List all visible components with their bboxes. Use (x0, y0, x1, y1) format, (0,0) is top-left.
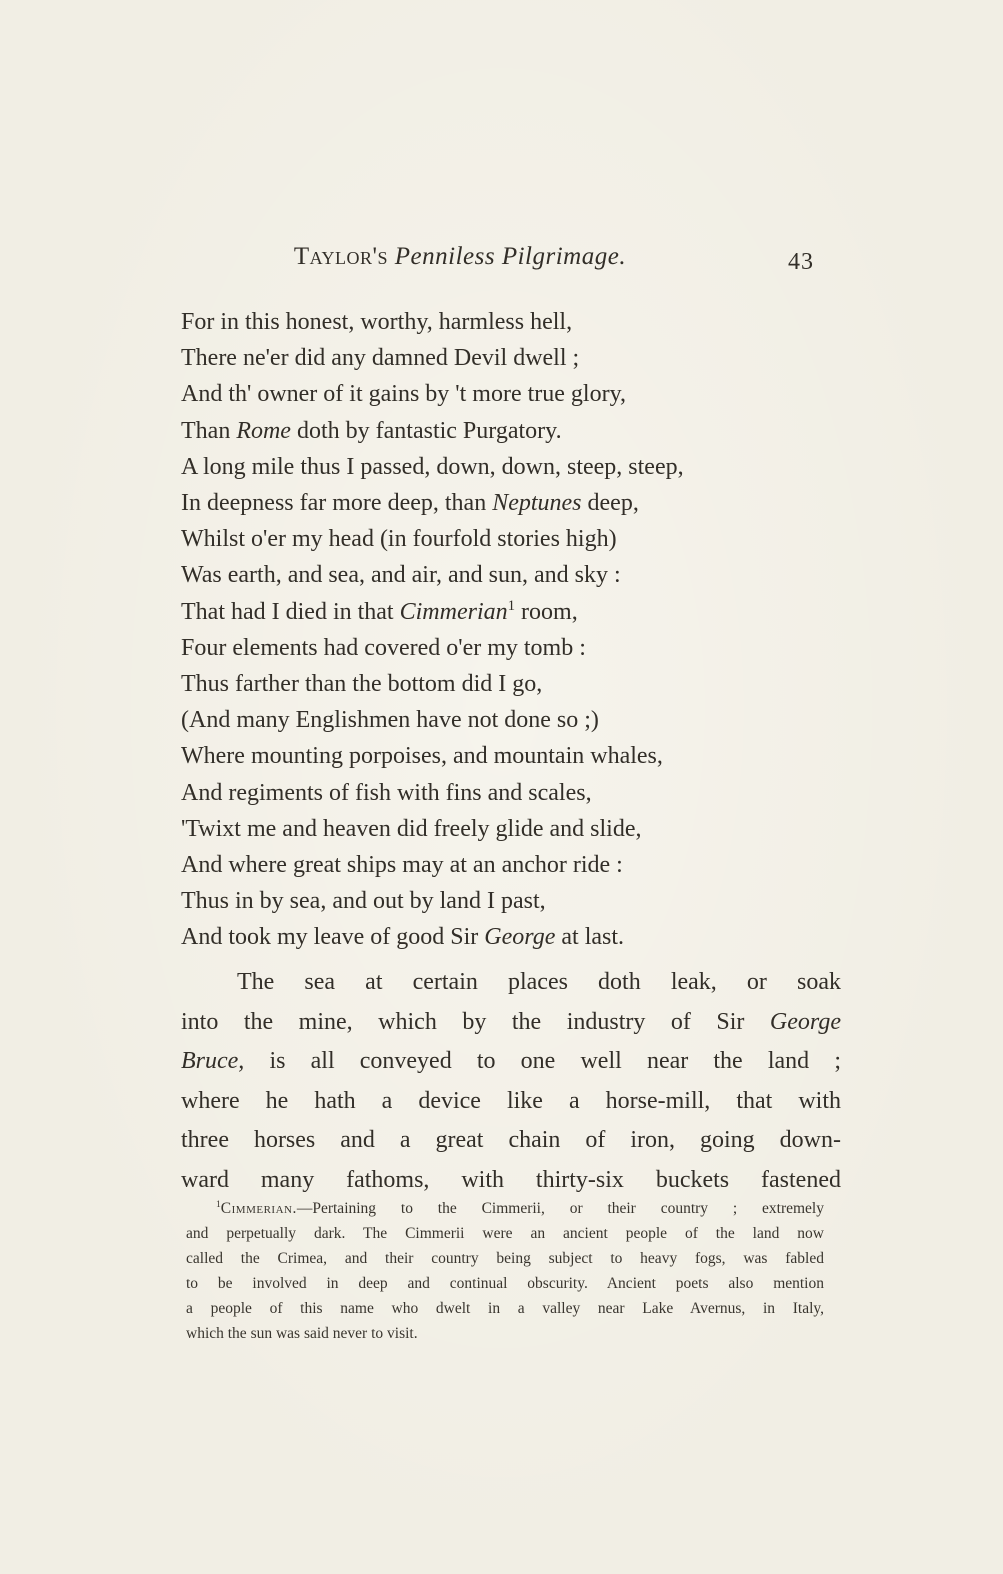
poem-line: And where great ships may at an anchor ride : (181, 852, 623, 879)
poem (181, 304, 861, 956)
poem-line: And th' owner of it gains by 't more true glory, (181, 381, 627, 408)
poem-line: Was earth, and sea, and air, and sun, and sky : (181, 562, 621, 589)
poem-line: A long mile thus I passed, down, down, steep, steep, (181, 453, 684, 480)
poem-line: 'Twixt me and heaven did freely glide and slide, (181, 815, 642, 842)
poem-line: And regiments of fish with fins and scales, (181, 779, 592, 806)
poem-line: That had I died in that Cimmerian$^1$ room, (181, 597, 578, 625)
prose-line: where he hath a device like a horse-mill, that with (181, 1087, 841, 1114)
poem-line: Than Rome doth by fantastic Purgatory. (181, 417, 562, 444)
footnote-line: which the sun was said never to visit. (186, 1325, 418, 1342)
prose-line: three horses and a great chain of iron, going down- (181, 1127, 841, 1153)
running-title: Taylor's Penniless Pilgrimage. (293, 243, 627, 270)
poem-line: Where mounting porpoises, and mountain whales, (181, 743, 663, 770)
prose-line: into the mine, which by the industry of Sir George (181, 1008, 841, 1035)
footnote (186, 1196, 824, 1346)
poem-line: There ne'er did any damned Devil dwell ; (181, 345, 580, 372)
poem-line: Whilst o'er my head (in fourfold stories high) (181, 526, 617, 553)
poem-line: Thus farther than the bottom did I go, (181, 671, 543, 698)
poem-line: (And many Englishmen have not done so ;) (181, 707, 599, 734)
prose-line: Bruce, is all conveyed to one well near the land ; (181, 1048, 841, 1074)
prose-line: ward many fathoms, with thirty-six buckets fastened (181, 1166, 841, 1193)
poem-line: Four elements had covered o'er my tomb : (181, 634, 586, 661)
poem-line: For in this honest, worthy, harmless hell, (181, 309, 573, 335)
footnote-line: to be involved in deep and continual obscurity. Ancient poets also mention (186, 1275, 824, 1292)
poem-line: In deepness far more deep, than Neptunes deep, (181, 490, 639, 517)
poem-line: And took my leave of good Sir George at last. (181, 924, 625, 951)
footnote-line: called the Crimea, and their country being subject to heavy fogs, was fabled (186, 1250, 824, 1267)
page-number: 43 (788, 249, 814, 275)
poem-line: Thus in by sea, and out by land I past, (181, 888, 546, 915)
prose-paragraph (181, 963, 841, 1200)
footnote-line: $^1$Cimmerian.—Pertaining to the Cimmerii, or their country ; extremely (216, 1198, 824, 1217)
footnote-line: a people of this name who dwelt in a valley near Lake Avernus, in Italy, (186, 1300, 824, 1317)
footnote-line: and perpetually dark. The Cimmerii were an ancient people of the land now (186, 1225, 824, 1242)
prose-line: The sea at certain places doth leak, or soak (237, 969, 841, 995)
